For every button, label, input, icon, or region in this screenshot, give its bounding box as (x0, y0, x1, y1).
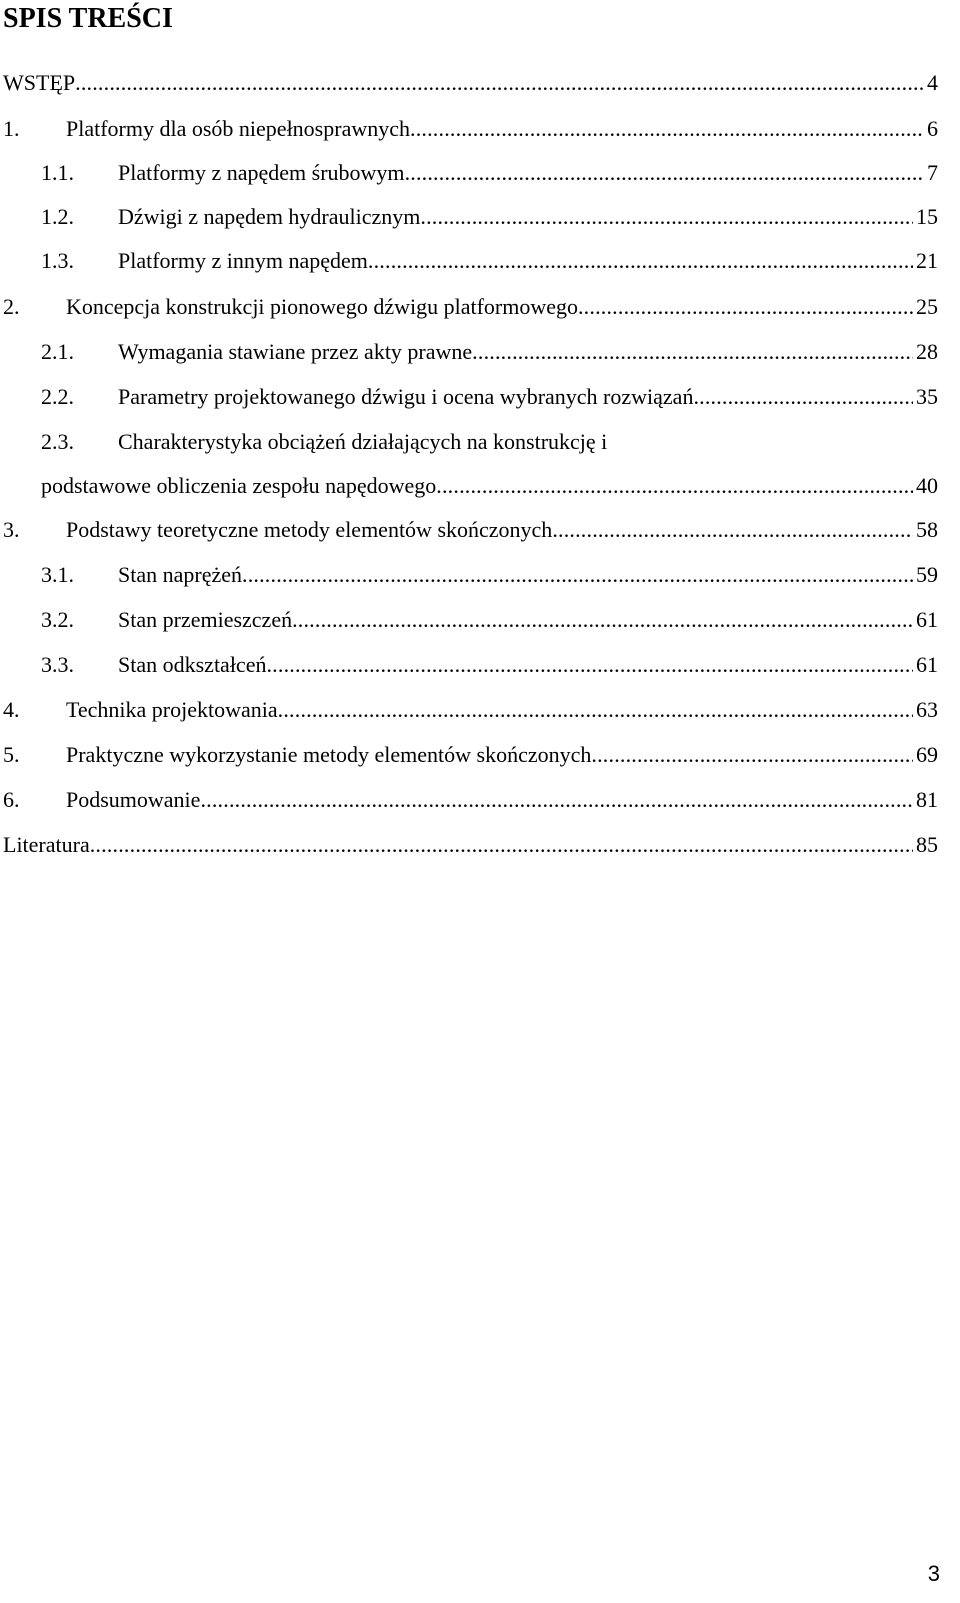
toc-leader-dots (591, 740, 913, 770)
toc-leader-dots (292, 605, 913, 635)
toc-leader-dots (90, 830, 913, 860)
toc-entry-page: 15 (916, 204, 938, 229)
toc-leader-dots (266, 650, 913, 680)
toc-entry-number: 6. (3, 787, 20, 812)
toc-leader-dots (552, 515, 913, 545)
toc-entry-page: 61 (916, 652, 938, 677)
toc-entry[interactable] (0, 68, 960, 98)
toc-entry-page: 81 (916, 787, 938, 812)
toc-entry-line (118, 382, 938, 412)
page-title: SPIS TREŚCI (3, 3, 173, 34)
toc-entry-number: 3. (3, 517, 20, 542)
toc-leader-dots (278, 695, 913, 725)
toc-entry-line (3, 68, 938, 98)
toc-entry-number: 1.3. (41, 248, 74, 273)
toc-entry[interactable] (0, 202, 960, 232)
toc-entry-title: Podsumowanie (66, 787, 201, 812)
toc-entry[interactable] (0, 605, 960, 635)
toc-entry-line (118, 650, 938, 680)
toc-entry-line (66, 114, 938, 144)
toc-leader-dots (368, 246, 913, 276)
toc-leader-dots (693, 382, 913, 412)
toc-entry-page: 21 (916, 248, 938, 273)
toc-entry[interactable] (0, 515, 960, 545)
toc-entry-number: 4. (3, 697, 20, 722)
toc-entry-line (3, 830, 938, 860)
toc-entry[interactable] (0, 650, 960, 680)
toc-entry-line (66, 292, 938, 322)
toc-entry-title: WSTĘP (3, 70, 76, 95)
toc-entry-page: 40 (916, 473, 938, 498)
toc-entry-title: Stan naprężeń (118, 562, 242, 587)
toc-entry-line (118, 246, 938, 276)
toc-entry-number: 2. (3, 294, 20, 319)
toc-leader-dots (75, 68, 924, 98)
toc-entry-page: 6 (927, 116, 938, 141)
toc-entry-page: 25 (916, 294, 938, 319)
toc-entry-title: Platformy dla osób niepełnosprawnych (66, 116, 410, 141)
toc-entry[interactable] (0, 560, 960, 590)
toc-entry-page: 69 (916, 742, 938, 767)
toc-entry[interactable] (0, 292, 960, 322)
toc-entry-page: 35 (916, 384, 938, 409)
toc-entry-page: 59 (916, 562, 938, 587)
toc-entry-page: 61 (916, 607, 938, 632)
toc-leader-dots (200, 785, 913, 815)
toc-entry[interactable] (0, 740, 960, 770)
toc-entry-line (66, 515, 938, 545)
toc-entry-title: Stan odkształceń (118, 652, 267, 677)
toc-entry-number: 2.1. (41, 339, 74, 364)
toc-entry-title: Platformy z napędem śrubowym (118, 160, 405, 185)
toc-leader-dots (405, 158, 924, 188)
toc-entry[interactable] (0, 382, 960, 412)
toc-entry-line (118, 605, 938, 635)
toc-leader-dots (578, 292, 913, 322)
toc-entry-number: 1.2. (41, 204, 74, 229)
toc-leader-dots (472, 337, 913, 367)
toc-leader-dots (410, 114, 924, 144)
toc-entry-title: Koncepcja konstrukcji pionowego dźwigu platformowego (66, 294, 578, 319)
toc-entry-line (118, 560, 938, 590)
toc-entry-title: Technika projektowania (66, 697, 278, 722)
toc-entry-title: Praktyczne wykorzystanie metody elementów skończonych (66, 742, 592, 767)
toc-entry-page: 28 (916, 339, 938, 364)
toc-entry[interactable] (0, 246, 960, 276)
toc-entry[interactable] (0, 158, 960, 188)
toc-entry-line (66, 695, 938, 725)
page-number: 3 (927, 1561, 940, 1586)
toc-entry[interactable] (0, 785, 960, 815)
toc-entry-title: Literatura (3, 832, 90, 857)
toc-entry-title: Wymagania stawiane przez akty prawne (118, 339, 473, 364)
toc-entry-line (66, 785, 938, 815)
toc-leader-dots (436, 471, 913, 501)
toc-entry-number: 2.2. (41, 384, 74, 409)
toc-entry-number: 5. (3, 742, 20, 767)
toc-entry-page: 85 (916, 832, 938, 857)
toc-entry[interactable] (0, 114, 960, 144)
toc-leader-dots (420, 202, 913, 232)
toc-entry-line (66, 740, 938, 770)
toc-leader-dots (242, 560, 913, 590)
toc-entry-page: 63 (916, 697, 938, 722)
toc-entry-title: podstawowe obliczenia zespołu napędowego (41, 473, 437, 498)
toc-entry-line (118, 337, 938, 367)
toc-entry-page: 7 (927, 160, 938, 185)
toc-entry-page: 58 (916, 517, 938, 542)
toc-entry-number: 1. (3, 116, 20, 141)
toc-entry-number: 3.2. (41, 607, 74, 632)
toc-entry[interactable] (0, 695, 960, 725)
toc-entry-title: Platformy z innym napędem (118, 248, 368, 273)
toc-entry-title-line1: Charakterystyka obciążeń działających na konstrukcję i (118, 429, 608, 454)
toc-entry-title: Stan przemieszczeń (118, 607, 293, 632)
toc-entry-line (118, 158, 938, 188)
toc-entry-title: Podstawy teoretyczne metody elementów skończonych (66, 517, 553, 542)
toc-entry-number: 1.1. (41, 160, 74, 185)
toc-entry-page: 4 (927, 70, 938, 95)
toc-entry[interactable] (0, 337, 960, 367)
toc-entry-line (41, 471, 938, 501)
toc-entry[interactable] (0, 427, 960, 501)
toc-entry[interactable] (0, 830, 960, 860)
toc-entry-title: Parametry projektowanego dźwigu i ocena wybranych rozwiązań (118, 384, 694, 409)
toc-entry-line (118, 202, 938, 232)
toc-entry-number: 3.3. (41, 652, 74, 677)
toc-entry-number: 3.1. (41, 562, 74, 587)
toc-entry-title: Dźwigi z napędem hydraulicznym (118, 204, 421, 229)
toc-entry-number: 2.3. (41, 429, 74, 454)
